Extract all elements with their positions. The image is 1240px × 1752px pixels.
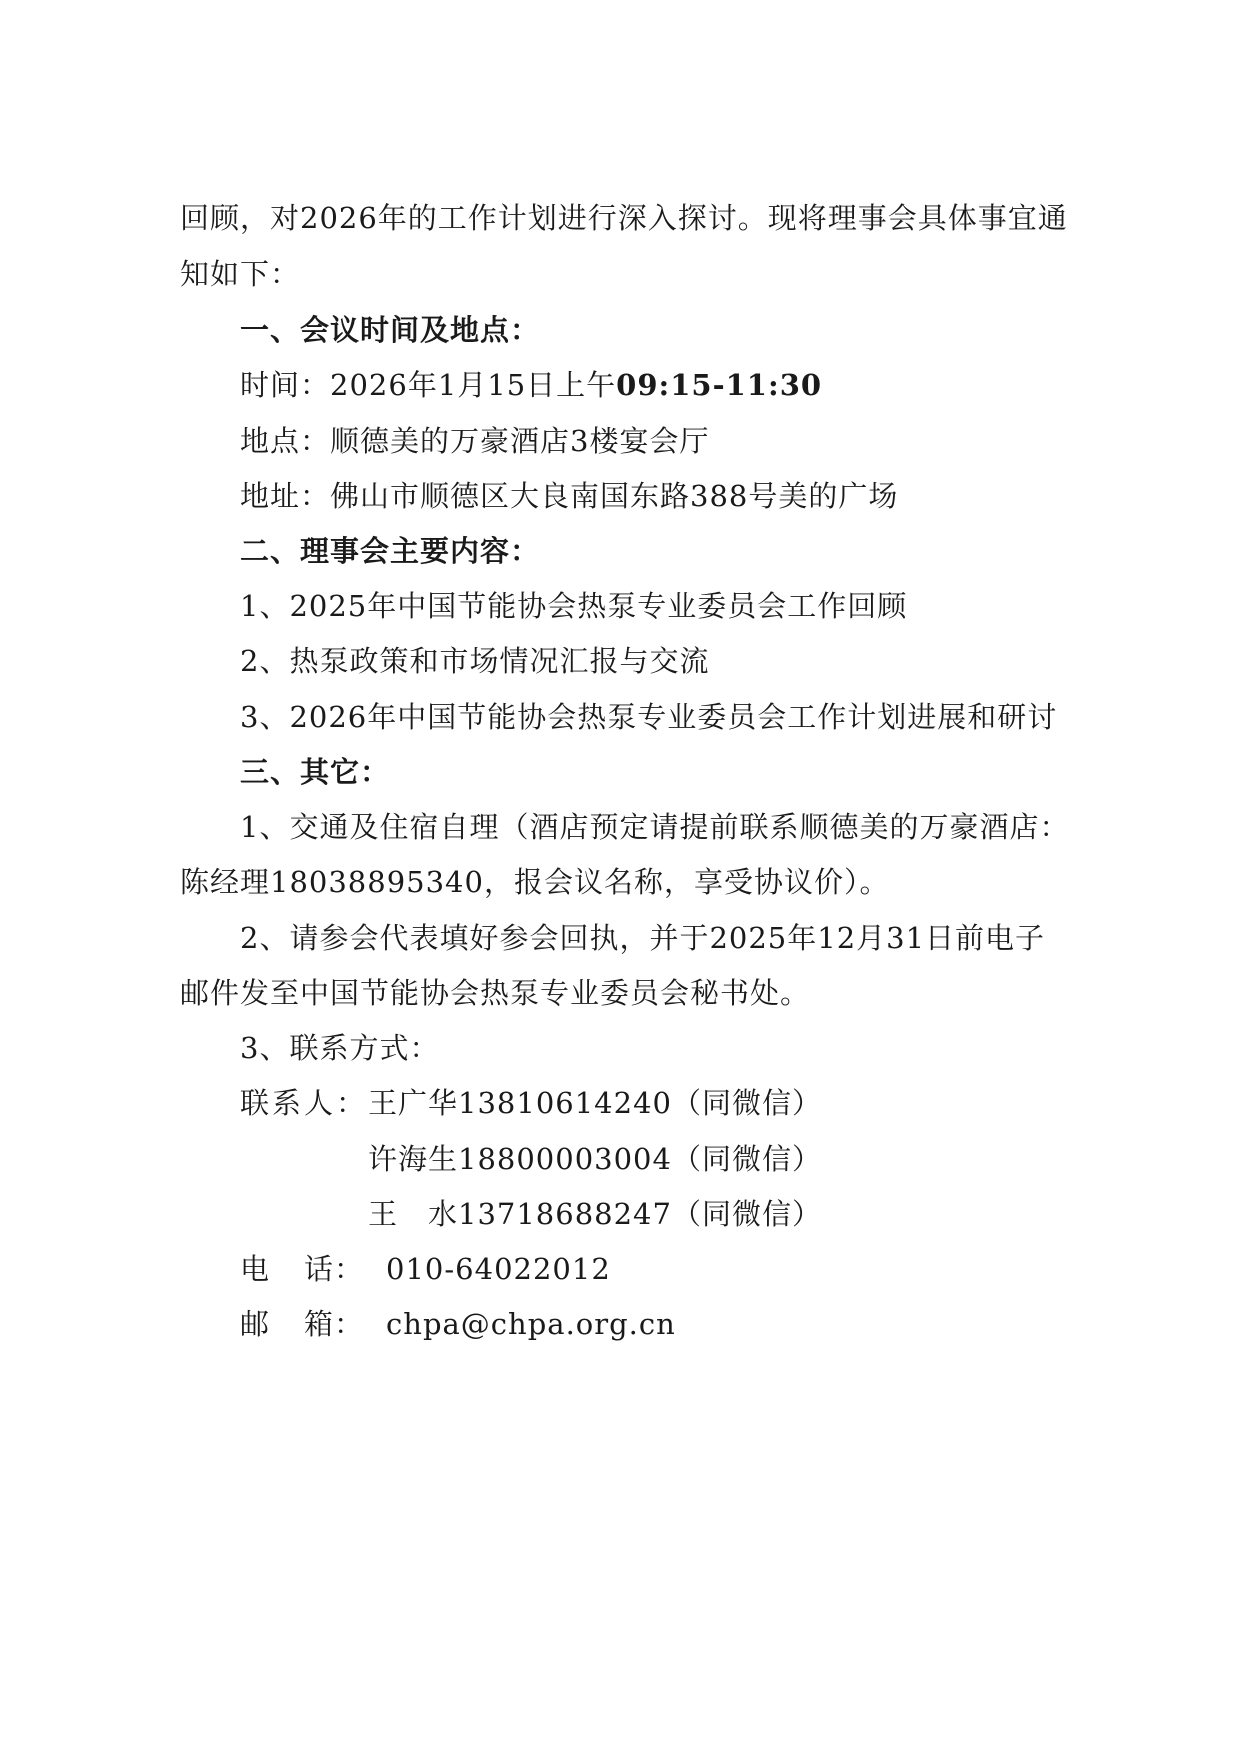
other-item-1-line-1: 1、交通及住宿自理（酒店预定请提前联系顺德美的万豪酒店： (240, 810, 1070, 844)
intro-line-1: 回顾，对2026年的工作计划进行深入探讨。现将理事会具体事宜通 (180, 201, 1068, 235)
contact-person: 王广华13810614240（同微信） (368, 1086, 822, 1120)
meeting-time (240, 367, 822, 403)
section-1-heading: 一、会议时间及地点： (240, 313, 541, 347)
other-item-1-line-2: 陈经理18038895340，报会议名称，享受协议价）。 (180, 865, 890, 899)
email-address: chpa@chpa.org.cn (386, 1307, 676, 1341)
meeting-address (240, 478, 898, 514)
contact-row-3: 王 水13718688247（同微信） (368, 1197, 822, 1231)
email-label-char-2: 箱： (304, 1307, 365, 1341)
agenda-item-1: 1、2025年中国节能协会热泵专业委员会工作回顾 (240, 589, 908, 623)
venue-value: 顺德美的万豪酒店3楼宴会厅 (330, 424, 710, 458)
phone-label-char-1: 电 (240, 1252, 271, 1286)
contact-label: 联系人： (240, 1086, 369, 1120)
phone-number: 010-64022012 (386, 1252, 611, 1286)
other-item-2-line-2: 邮件发至中国节能协会热泵专业委员会秘书处。 (180, 976, 811, 1010)
time-label: 时间： (240, 368, 331, 402)
phone-label-char-2: 话： (304, 1252, 365, 1286)
address-label: 地址： (240, 479, 331, 513)
time-range: 09:15-11:30 (616, 368, 823, 402)
agenda-item-3: 3、2026年中国节能协会热泵专业委员会工作计划进展和研讨 (240, 700, 1058, 734)
intro-line-2: 知如下： (180, 257, 301, 291)
time-value: 2026年1月15日上午 (330, 368, 617, 402)
email-row (240, 1306, 676, 1342)
section-2-heading: 二、理事会主要内容： (240, 534, 541, 568)
section-3-heading: 三、其它： (240, 755, 391, 789)
address-value: 佛山市顺德区大良南国东路388号美的广场 (330, 479, 899, 513)
venue-label: 地点： (240, 424, 331, 458)
email-label-char-1: 邮 (240, 1307, 271, 1341)
meeting-venue (240, 423, 709, 459)
other-item-3: 3、联系方式： (240, 1031, 440, 1065)
agenda-item-2: 2、热泵政策和市场情况汇报与交流 (240, 644, 710, 678)
contact-row-2: 许海生18800003004（同微信） (368, 1142, 822, 1176)
phone-row (240, 1251, 611, 1287)
other-item-2-line-1: 2、请参会代表填好参会回执，并于2025年12月31日前电子 (240, 921, 1046, 955)
contact-row-1 (240, 1085, 822, 1121)
